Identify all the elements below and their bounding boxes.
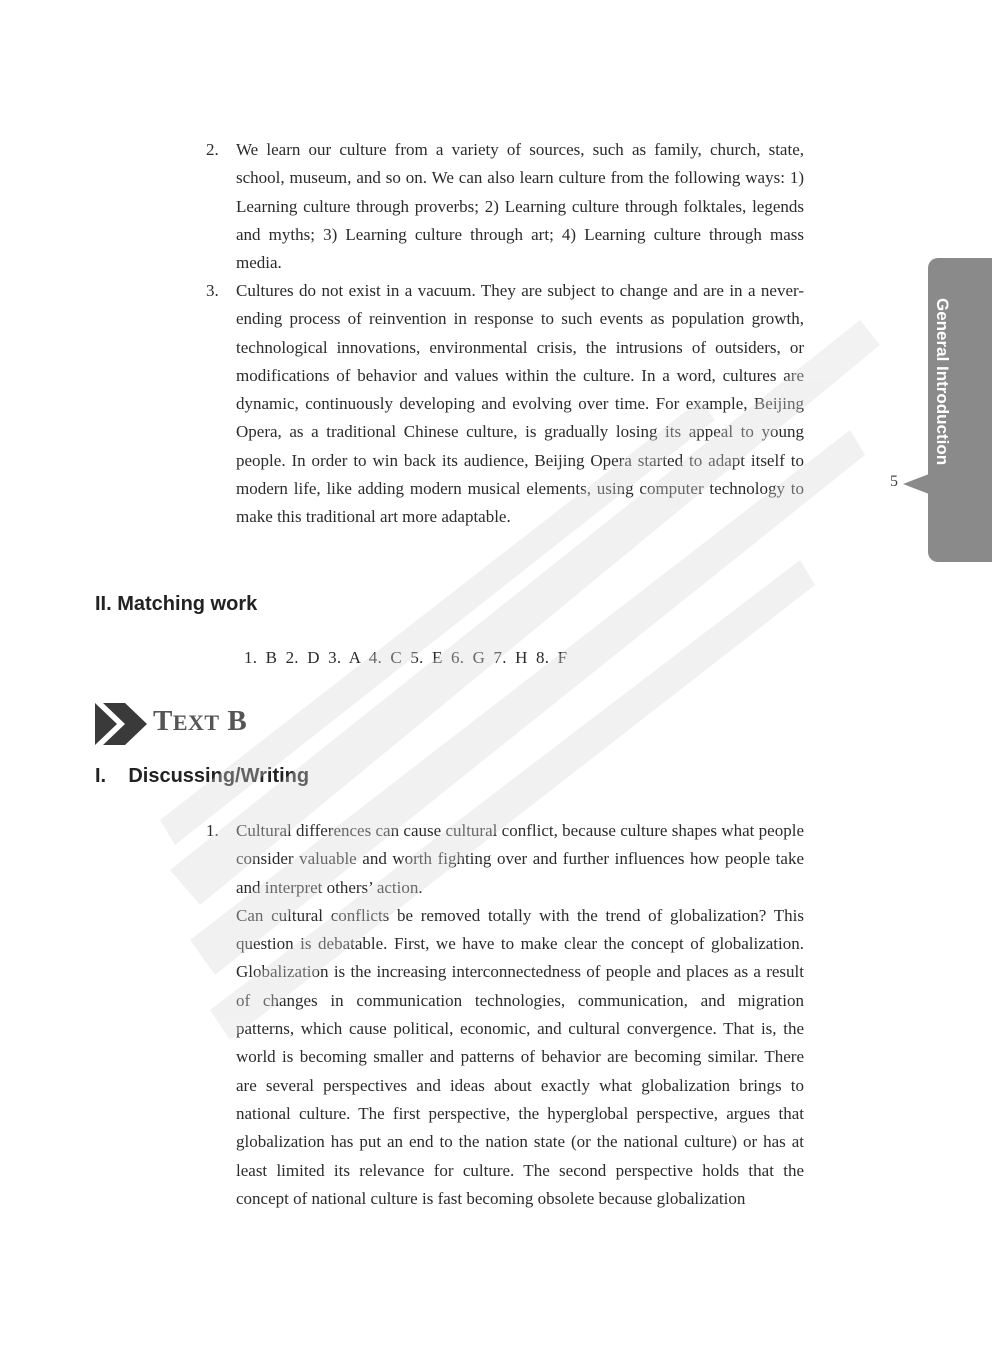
list-item-body bbox=[236, 136, 804, 277]
section-heading-discussing: I. Discussing/Writing bbox=[95, 765, 310, 787]
paragraph: Can cultural conflicts be removed totally with the trend of globalization? This question is debatable. First, we have to make clear the concept of globalization. Globalization is the increasing interconnectedness of people and places as a result of changes in communication technologies, communication, and migration patterns, which cause political, economic, and cultural convergence. That is, the world is becoming smaller and patterns of behavior are becoming similar. There are several perspectives and ideas about exactly what globalization brings to national culture. The first perspective, the hyperglobal perspective, argues that globalization has put an end to the nation state (or the national culture) or has at least limited its relevance for culture. The second perspective holds that the concept of national culture is fast becoming obsolete because globalization bbox=[236, 905, 804, 1208]
paragraph: Cultures do not exist in a vacuum. They are subject to change and are in a never-ending process of reinvention in response to such events as population growth, technological innovations, environmental crisis, the intrusions of outsiders, or modifications of behavior and values within the culture. In a word, cultures are dynamic, continuously developing and evolving over time. For example, Beijing Opera, as a traditional Chinese culture, is gradually losing its appeal to young people. In order to win back its audience, Beijing Opera started to adapt itself to modern life, like adding modern musical elements, using computer technology to make this traditional art more adaptable. bbox=[236, 281, 804, 527]
chapter-tab-label: General Introduction bbox=[933, 298, 952, 466]
list-item-number: 3. bbox=[206, 281, 219, 300]
double-arrow-icon bbox=[95, 703, 151, 745]
page-number: 5 bbox=[890, 473, 898, 490]
text-b-title bbox=[153, 705, 247, 738]
list-item-body bbox=[236, 817, 804, 1213]
paragraph: Cultural differences can cause cultural conflict, because culture shapes what people consider valuable and worth fighting over and further influences how people take and interpret others’ action. bbox=[236, 821, 804, 897]
list-item bbox=[206, 817, 804, 1213]
list-item bbox=[206, 277, 804, 532]
text-b-title-rest: EXT bbox=[172, 710, 220, 735]
text-b-title-initial: T bbox=[153, 705, 173, 737]
list-item-number: 1. bbox=[206, 821, 219, 840]
list-item-body bbox=[236, 277, 804, 532]
list-item bbox=[206, 136, 804, 277]
section-heading-matching: II. Matching work bbox=[95, 593, 258, 615]
matching-answers: 1. B 2. D 3. A 4. C 5. E 6. G 7. H 8. F bbox=[244, 648, 568, 667]
list-item-number: 2. bbox=[206, 140, 219, 159]
tab-pointer-icon bbox=[903, 474, 929, 494]
paragraph: We learn our culture from a variety of sources, such as family, church, state, school, museum, and so on. We can also learn culture from the following ways: 1) Learning culture through proverbs; 2) Learning culture through folktales, legends and myths; 3) Learning culture through art; 4) Learning culture through mass media. bbox=[236, 140, 804, 273]
text-b-title-letter: B bbox=[219, 705, 248, 737]
